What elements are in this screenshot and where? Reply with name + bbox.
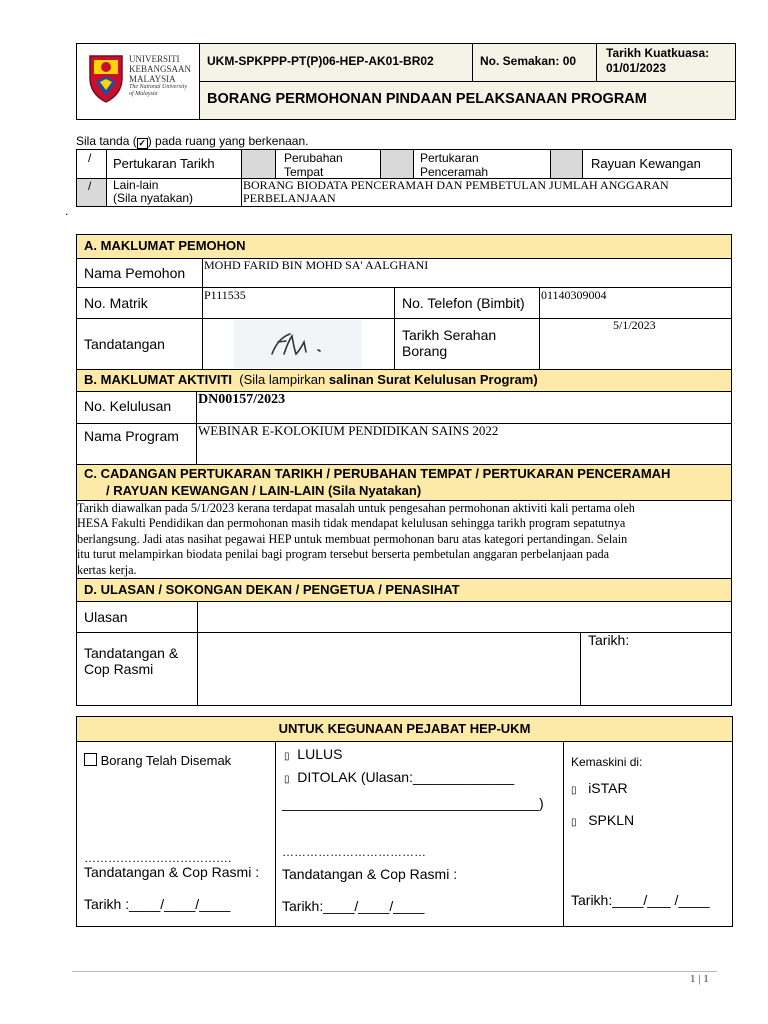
ditolak-reason-line[interactable]: _________________________________) [282,795,544,811]
updated-at-label: Kemaskini di: [571,755,643,769]
office-date-1[interactable]: Tarikh :____/____/____ [84,896,231,912]
istar-option[interactable]: ▯ iSTAR [571,780,628,796]
approval-value[interactable]: DN00157/2023 [198,392,286,407]
instruction: Sila tanda ( ✓ ) pada ruang yang berkenaan. [76,134,309,148]
option-perubahan-tempat: Perubahan Tempat [284,151,343,179]
office-date-2[interactable]: Tarikh:____/____/____ [282,898,425,914]
form-checked-checkbox[interactable]: Borang Telah Disemak [84,753,231,768]
option-lain-lain: Lain-lain (Sila nyatakan) [113,178,194,205]
revision-number: No. Semakan: 00 [480,54,577,68]
crest-icon [86,52,126,104]
office-dots-1: ………………………………. [84,851,232,865]
ditolak-checkbox-icon[interactable]: ▯ [284,774,290,785]
applicant-name-value[interactable]: MOHD FARID BIN MOHD SA' AALGHANI [204,258,429,272]
signature-label: Tandatangan [84,336,165,352]
page-number: 1 | 1 [690,973,709,985]
submit-date-label: Tarikh Serahan Borang [402,327,497,359]
option-pertukaran-tarikh: Pertukaran Tarikh [113,156,215,171]
section-c-title-2: / RAYUAN KEWANGAN / LAIN-LAIN (Sila Nyatakan) [106,483,422,498]
matric-label: No. Matrik [84,295,148,311]
option-pertukaran-penceramah: Pertukaran Penceramah [420,151,489,179]
office-sign-label-1: Tandatangan & Cop Rasmi : [84,864,260,880]
office-sign-label-2: Tandatangan & Cop Rasmi : [282,866,458,882]
tick-lain-lain[interactable]: / [88,179,92,193]
tick-pertukaran-tarikh[interactable]: / [88,151,92,165]
matric-value[interactable]: P111535 [204,288,246,302]
program-value[interactable]: WEBINAR E-KOLOKIUM PENDIDIKAN SAINS 2022 [198,423,499,438]
submit-date-value[interactable]: 5/1/2023 [613,318,656,332]
effective-date-label: Tarikh Kuatkuasa: [606,46,710,60]
lulus-checkbox-icon[interactable]: ▯ [284,751,290,762]
section-a-title: A. MAKLUMAT PEMOHON [84,238,246,253]
lulus-option[interactable]: ▯ LULUS [284,746,343,762]
signature-image [234,320,362,368]
section-c-body[interactable]: Tarikh diawalkan pada 5/1/2023 kerana terdapat masalah untuk pengesahan permohonan aktiviti kali pertama oleh HESA Fakulti Pendidikan dan permohonan masih tidak mendapat kelulusan sehingga tarikh program sepatutnya berlangsung. Jadi atas nasihat pegawai HEP untuk membuat permohonan baru atas kategori pertandingan. Selain itu turut melampirkan biodata penilai bagi program tersebut berserta pembetulan anggaran perbelanjaan pada kertas kerja. [77,501,635,577]
spkln-option[interactable]: ▯ SPKLN [571,812,635,828]
logo-text-3: MALAYSIA [129,74,176,84]
checkbox-tick-icon: ✓ [138,138,146,148]
applicant-name-label: Nama Pemohon [84,265,186,281]
logo-text-2: KEBANGSAAN [129,64,192,74]
phone-value[interactable]: 01140309004 [541,288,607,302]
office-date-3[interactable]: Tarikh:____/___ /____ [571,892,710,908]
other-specify-text: BORANG BIODATA PENCERAMAH DAN PEMBETULAN JUMLAH ANGGARAN PERBELANJAAN [243,178,669,205]
dean-signature-label: Tandatangan & Cop Rasmi [84,645,179,677]
doc-code: UKM-SPKPPP-PT(P)06-HEP-AK01-BR02 [207,54,434,68]
checkbox-icon[interactable] [84,753,97,766]
logo-text-5: of Malaysia [129,91,158,97]
istar-checkbox-icon[interactable]: ▯ [571,785,577,796]
phone-label: No. Telefon (Bimbit) [402,295,525,311]
logo-text-1: UNIVERSITI [129,54,180,64]
dean-date-label: Tarikh: [588,632,630,648]
stray-dot: . [65,204,69,218]
option-rayuan-kewangan: Rayuan Kewangan [591,156,701,171]
office-dots-2: ……………………………… [282,845,426,859]
section-d-title: D. ULASAN / SOKONGAN DEKAN / PENGETUA / PENASIHAT [84,582,460,597]
spkln-checkbox-icon[interactable]: ▯ [571,817,577,828]
logo-text-4: The National University [129,84,187,90]
section-b-title: B. MAKLUMAT AKTIVITI (Sila lampirkan salinan Surat Kelulusan Program) [84,372,538,387]
form-title: BORANG PERMOHONAN PINDAAN PELAKSANAAN PROGRAM [207,91,647,107]
approval-label: No. Kelulusan [84,398,172,414]
office-use-title: UNTUK KEGUNAAN PEJABAT HEP-UKM [278,721,531,736]
program-label: Nama Program [84,428,179,444]
review-label: Ulasan [84,609,128,625]
university-logo [84,50,196,110]
section-c-title-1: C. CADANGAN PERTUKARAN TARIKH / PERUBAHAN TEMPAT / PERTUKARAN PENCERAMAH [84,466,671,481]
ditolak-option[interactable]: ▯ DITOLAK (Ulasan:_____________ [284,769,515,785]
effective-date: 01/01/2023 [606,61,667,75]
